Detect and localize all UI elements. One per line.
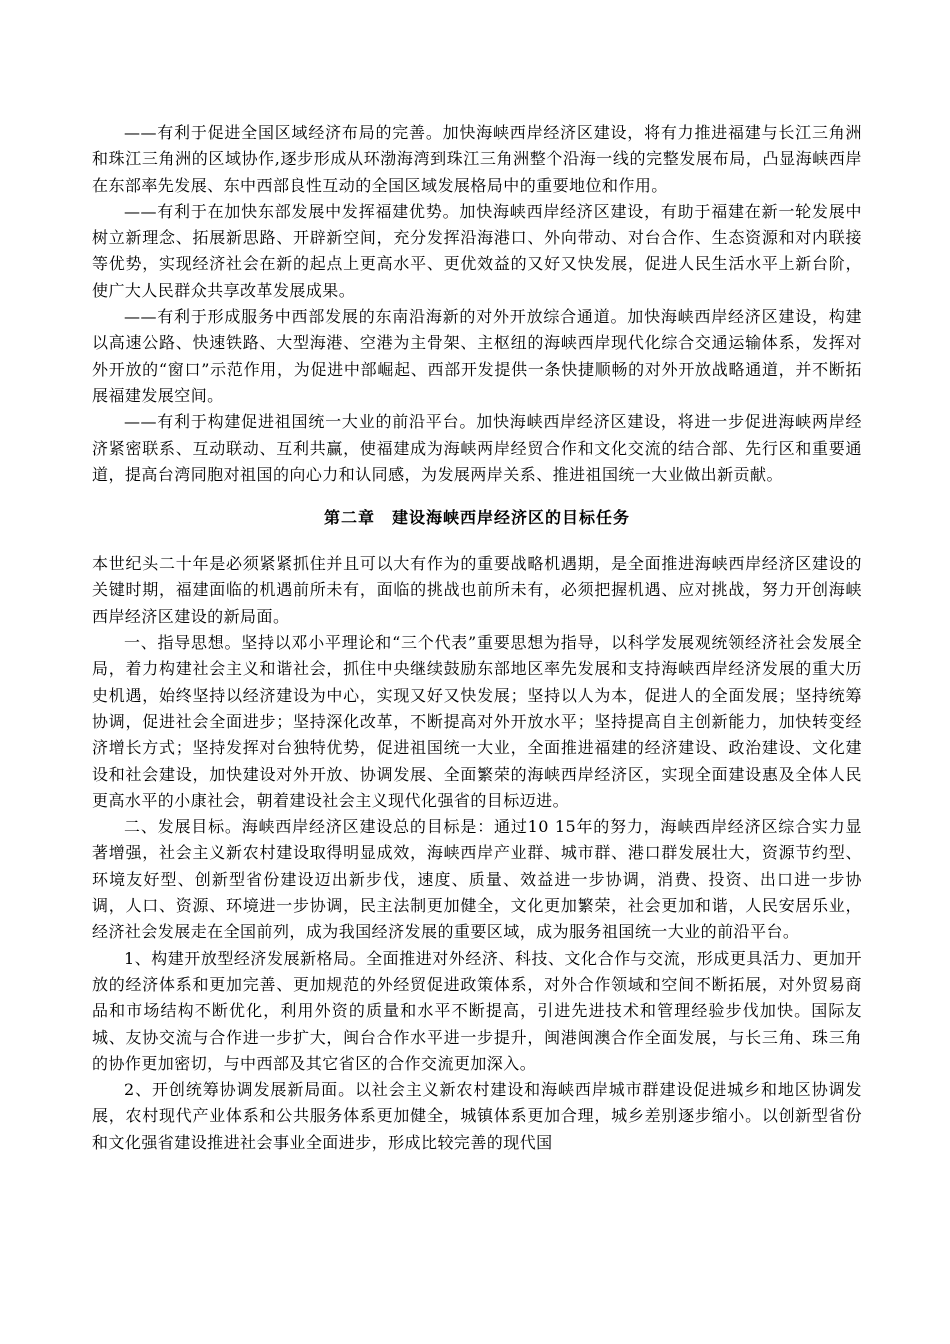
document-body [92,120,862,1156]
paragraph-opening-channel: ——有利于形成服务中西部发展的东南沿海新的对外开放综合通道。加快海峡西岸经济区建设，构建以高速公路、快速铁路、大型海港、空港为主骨架、主枢纽的海峡西岸现代化综合交通运输体系，发挥对外开放的“窗口”示范作用，为促进中部崛起、西部开发提供一条快捷顺畅的对外开放战略通道，并不断拓展福建发展空间。 [92,307,862,405]
paragraph-regional-layout: ——有利于促进全国区域经济布局的完善。加快海峡西岸经济区建设，将有力推进福建与长江三角洲和珠江三角洲的区域协作,逐步形成从环渤海湾到珠江三角洲整个沿海一线的完整发展布局，凸显海峡西岸在东部率先发展、东中西部良性互动的全国区域发展格局中的重要地位和作用。 [92,123,862,195]
paragraph-open-economy: 1、构建开放型经济发展新格局。全面推进对外经济、科技、文化合作与交流，形成更具活力、更加开放的经济体系和更加完善、更加规范的外经贸促进政策体系，对外合作领域和空间不断拓展，对外贸易商品和市场结构不断优化，利用外资的质量和水平不断提高，引进先进技术和管理经验步伐加快。国际友城、友协交流与合作进一步扩大，闽台合作水平进一步提升，闽港闽澳合作全面发展，与长三角、珠三角的协作更加密切，与中西部及其它省区的合作交流更加深入。 [92,948,862,1073]
chapter-title: 第二章 建设海峡西岸经济区的目标任务 [323,508,630,528]
paragraph-coordinated-development: 2、开创统筹协调发展新局面。以社会主义新农村建设和海峡西岸城市群建设促进城乡和地区协调发展，农村现代产业体系和公共服务体系更加健全，城镇体系更加合理，城乡差别逐步缩小。以创新型省份和文化强省建设推进社会事业全面进步，形成比较完善的现代国 [92,1080,862,1152]
paragraph-guiding-ideology: 一、指导思想。坚持以邓小平理论和“三个代表”重要思想为指导，以科学发展观统领经济社会发展全局，着力构建社会主义和谐社会，抓住中央继续鼓励东部地区率先发展和支持海峡西岸经济发展的重大历史机遇，始终坚持以经济建设为中心，实现又好又快发展；坚持以人为本，促进人的全面发展；坚持统筹协调，促进社会全面进步；坚持深化改革，不断提高对外开放水平；坚持提高自主创新能力，加快转变经济增长方式；坚持发挥对台独特优势，促进祖国统一大业，全面推进福建的经济建设、政治建设、文化建设和社会建设，加快建设对外开放、协调发展、全面繁荣的海峡西岸经济区，实现全面建设惠及全体人民更高水平的小康社会，朝着建设社会主义现代化强省的目标迈进。 [92,633,862,810]
chapter-intro: 本世纪头二十年是必须紧紧抓住并且可以大有作为的重要战略机遇期，是全面推进海峡西岸经济区建设的关键时期，福建面临的机遇前所未有，面临的挑战也前所未有，必须把握机遇、应对挑战，努力开创海峡西岸经济区建设的新局面。 [92,554,862,626]
paragraph-eastern-advantage: ——有利于在加快东部发展中发挥福建优势。加快海峡西岸经济区建设，有助于福建在新一轮发展中树立新理念、拓展新思路、开辟新空间，充分发挥沿海港口、外向带动、对台合作、生态资源和对内联接等优势，实现经济社会在新的起点上更高水平、更优效益的又好又快发展，促进人民生活水平上新台阶，使广大人民群众共享改革发展成果。 [92,201,862,300]
paragraph-reunification-platform: ——有利于构建促进祖国统一大业的前沿平台。加快海峡西岸经济区建设，将进一步促进海峡两岸经济紧密联系、互动联动、互利共赢，使福建成为海峡两岸经贸合作和文化交流的结合部、先行区和重要通道，提高台湾同胞对祖国的向心力和认同感，为发展两岸关系、推进祖国统一大业做出新贡献。 [92,412,862,484]
paragraph-development-goals: 二、发展目标。海峡西岸经济区建设总的目标是：通过10 15年的努力，海峡西岸经济区综合实力显著增强，社会主义新农村建设取得明显成效，海峡西岸产业群、城市群、港口群发展壮大，资源节约型、环境友好型、创新型省份建设迈出新步伐，速度、质量、效益进一步协调，消费、投资、出口进一步协调，人口、资源、环境进一步协调，民主法制更加健全，文化更加繁荣，社会更加和谐，人民安居乐业，经济社会发展走在全国前列，成为我国经济发展的重要区域，成为服务祖国统一大业的前沿平台。 [92,817,862,942]
